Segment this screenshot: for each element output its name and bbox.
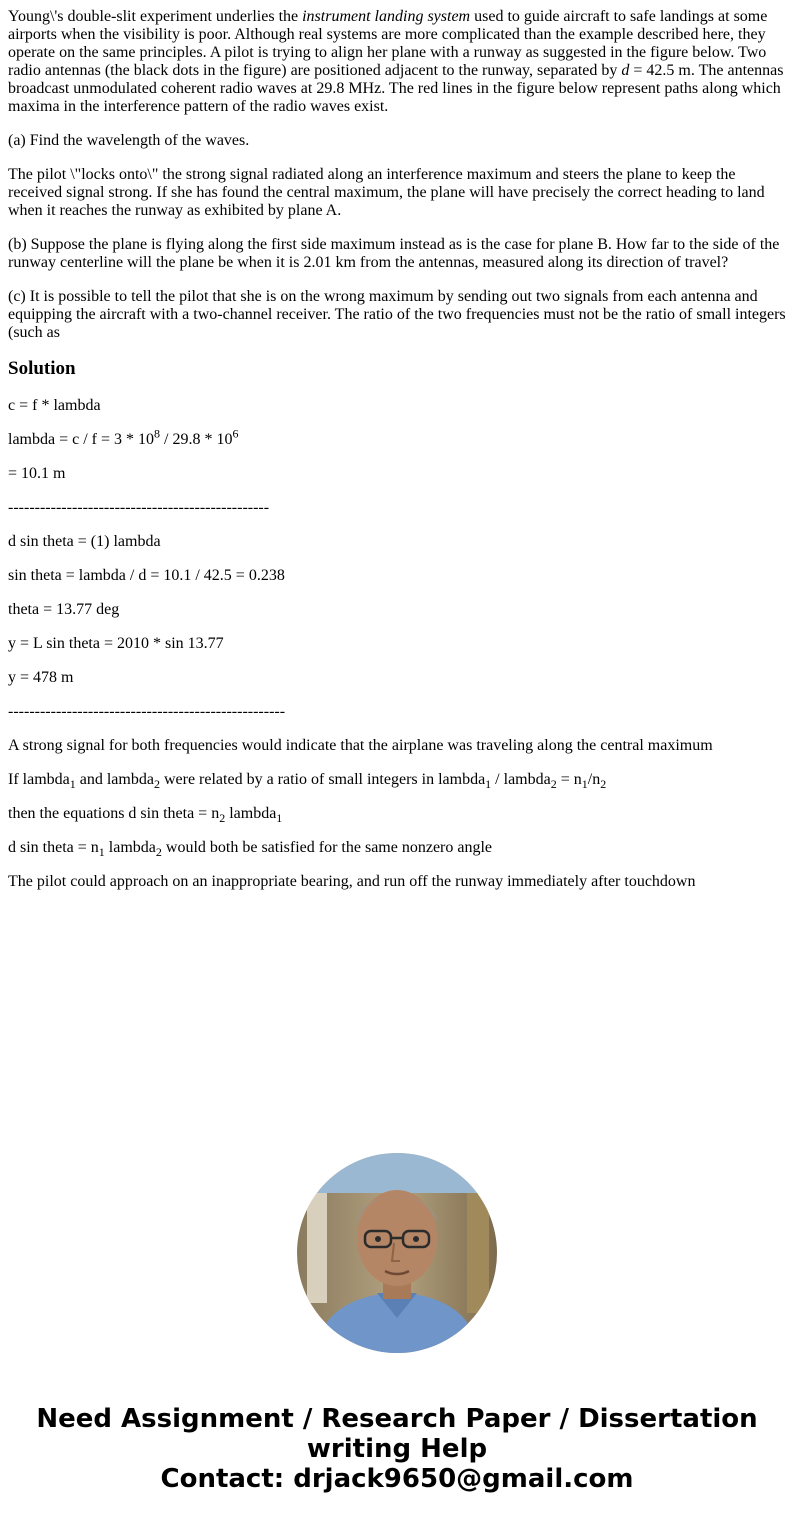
footer-line: writing Help xyxy=(306,1434,488,1464)
solution-line: sin theta = lambda / d = 10.1 / 42.5 = 0.238 xyxy=(8,567,285,584)
solution-line: lambda = $c / f = 3 * 10^8 / 29.8 * 10^6$ xyxy=(8,426,239,448)
problem-intro xyxy=(8,8,788,116)
variable-d: d xyxy=(621,62,630,79)
document-content xyxy=(8,8,788,907)
avatar xyxy=(297,1153,497,1353)
solution-heading: Solution xyxy=(8,358,76,379)
separator: ---------------------------------------------------- xyxy=(8,703,286,720)
separator: ------------------------------------------------- xyxy=(8,499,270,516)
solution-line: If lambda$_1$ and lambda$_2$ were related by a ratio of small integers in lambda$_1$ / lambda$_2$ = $n_1/n_2$ xyxy=(8,771,607,792)
solution-line: c = f * lambda xyxy=(8,397,101,414)
solution-line: theta = 13.77 deg xyxy=(8,601,120,618)
solution-line: d sin theta = (1) lambda xyxy=(8,533,161,550)
footer-line: Need Assignment / Research Paper / Dissertation xyxy=(36,1404,758,1434)
intro-emphasis: instrument landing system xyxy=(302,8,471,25)
solution-line: A strong signal for both frequencies would indicate that the airplane was traveling along the central maximum xyxy=(8,737,713,754)
solution-line: y = L sin theta = 2010 * sin 13.77 xyxy=(8,635,224,652)
footer-contact: Contact: drjack9650@gmail.com xyxy=(160,1464,634,1494)
question-a: (a) Find the wavelength of the waves. xyxy=(8,132,250,149)
intro-text-2: used to guide aircraft to safe landings at some airports when the visibility is poor. Although real systems are more complicated than the example described here, they operate on the same principles. A pilot is trying to align her plane with a runway as suggested in the figure below. Two radio antennas (the black dots in the figure) are positioned adjacent to the runway, separated by xyxy=(8,8,768,79)
footer-ad xyxy=(0,1404,794,1494)
intro-text: Young\'s double-slit experiment underlies the xyxy=(8,8,303,25)
solution-line: = 10.1 m xyxy=(8,465,66,482)
person-portrait-icon xyxy=(297,1153,497,1353)
solution-line: y = 478 m xyxy=(8,669,74,686)
solution-line: then the equations d sin theta = $n_2$ lambda$_1$ xyxy=(8,805,283,826)
problem-paragraph: The pilot \"locks onto\" the strong signal radiated along an interference maximum and steers the plane to keep the received signal strong. If she has found the central maximum, the plane will have precisely the correct heading to land when it reaches the runway as exhibited by plane A. xyxy=(8,166,765,219)
intro-text-3: = 42.5 m. The antennas broadcast unmodulated coherent radio waves at 29.8 MHz. The red lines in the figure below represent paths along which maxima in the interference pattern of the radio waves exist. xyxy=(8,62,784,115)
question-b: (b) Suppose the plane is flying along the first side maximum instead as is the case for plane B. How far to the side of the runway centerline will the plane be when it is 2.01 km from the antennas, measured along its direction of travel? xyxy=(8,236,780,271)
solution-line: d sin theta = $n_1$ lambda$_2$ would both be satisfied for the same nonzero angle xyxy=(8,839,493,860)
solution-line: The pilot could approach on an inappropriate bearing, and run off the runway immediately after touchdown xyxy=(8,873,696,890)
question-c: (c) It is possible to tell the pilot that she is on the wrong maximum by sending out two signals from each antenna and equipping the aircraft with a two-channel receiver. The ratio of the two frequencies must not be the ratio of small integers (such as xyxy=(8,288,786,341)
